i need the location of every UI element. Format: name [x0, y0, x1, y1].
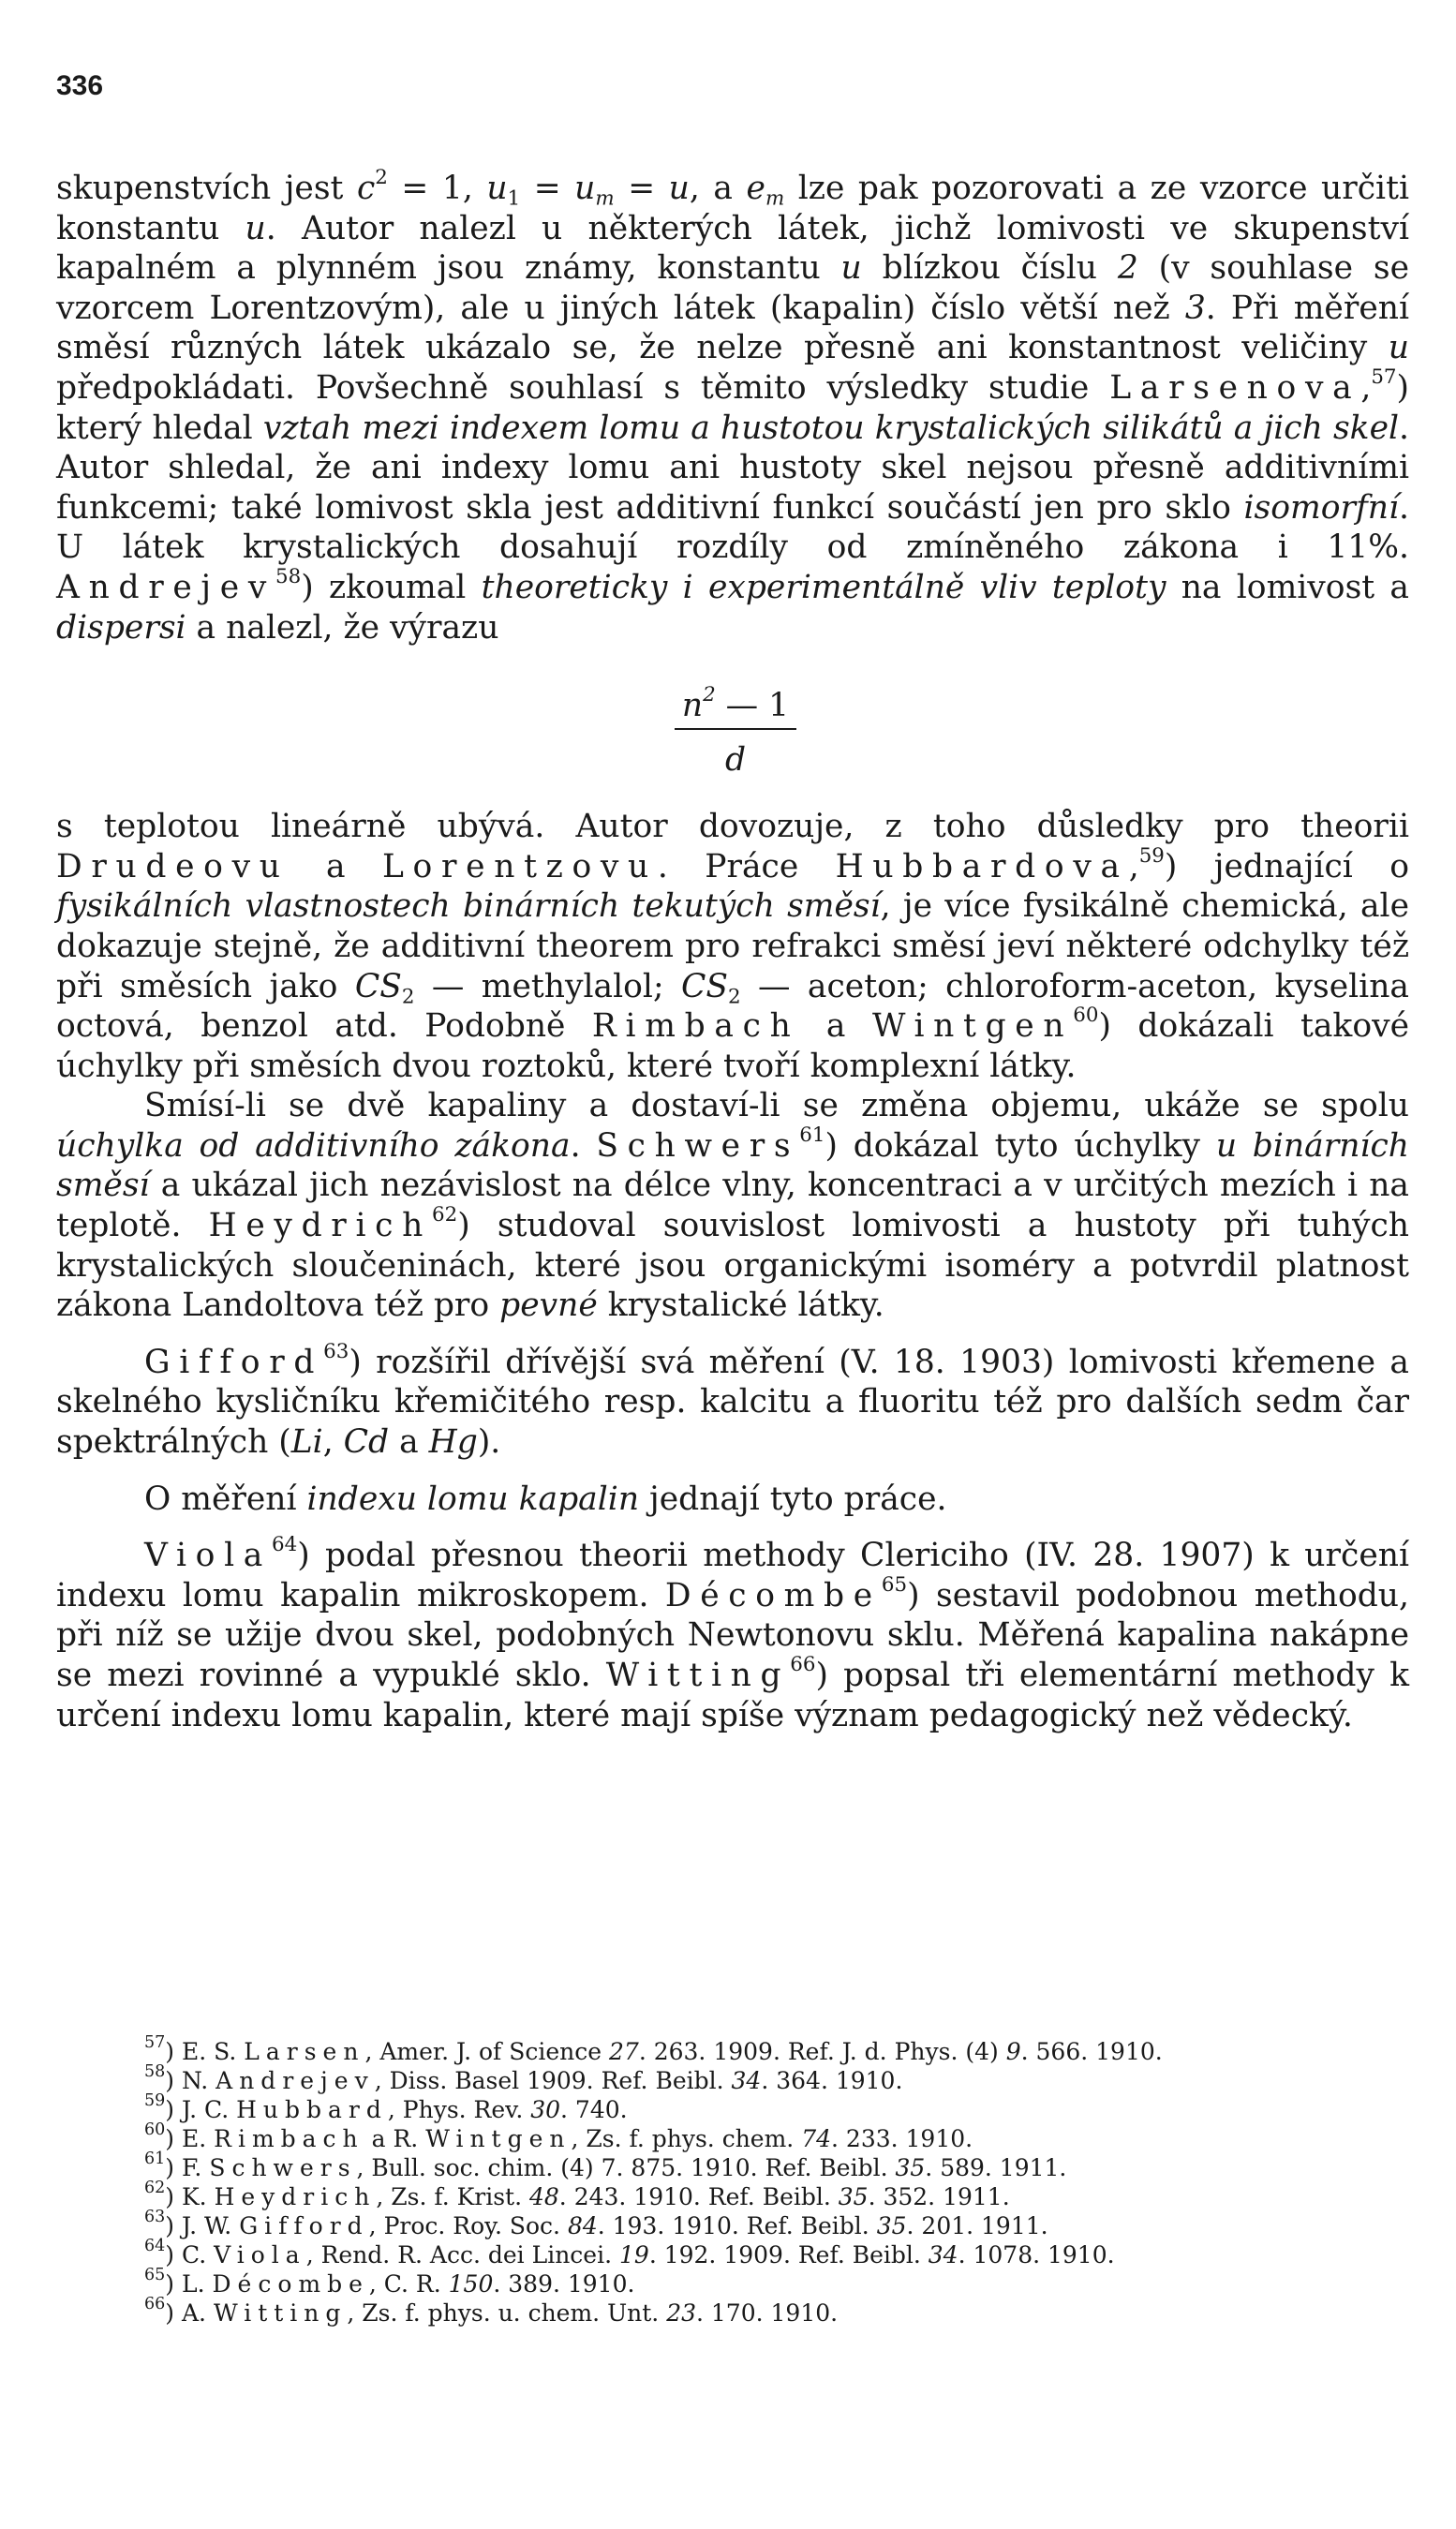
variable-u: u [574, 170, 596, 207]
footnote-ref: 66 [790, 1652, 816, 1676]
author-name: Heydrich [214, 2183, 377, 2210]
number: 2 [1117, 249, 1138, 288]
main-text [56, 165, 1410, 1735]
subscript: 2 [401, 984, 415, 1008]
paragraph [56, 1086, 1409, 1326]
variable-c: c [356, 170, 376, 207]
volume: 30 [530, 2096, 561, 2123]
emphasis: isomorfní [1243, 488, 1400, 527]
author-name: Witting [213, 2299, 348, 2327]
text: ) rozšířil dřívější svá měření (V. 18. 1903) lomivosti křemene a skelného kysličníku křemičitého resp. kalcitu a fluoritu též pro dalších sedm čar spektrálných ( [56, 1343, 1409, 1462]
text: , Bull. soc. chim. (4) 7. 875. 1910. Ref. Beibl. [356, 2154, 896, 2181]
text: . Autor nalezl u některých látek, jichž lomivosti ve skupenství kapalném a plynném jsou známy, konstantu [56, 209, 1409, 288]
author-name: Wintgen [425, 2125, 572, 2152]
subscript [765, 186, 784, 210]
volume: 9 [1005, 2038, 1021, 2065]
author-name: Schwers [596, 1126, 800, 1165]
formula-denominator: d [724, 741, 747, 780]
volume: 150 [448, 2270, 494, 2298]
footnote-ref: 59 [1138, 843, 1165, 868]
author-name: Heydrich [208, 1207, 433, 1245]
text: a R. [364, 2125, 426, 2152]
text: , Diss. Basel 1909. Ref. Beibl. [374, 2067, 732, 2094]
variable-u: u [486, 170, 508, 207]
text: ) dokázali takové úchylky při směsích dvou roztoků, které tvoří komplexní látky. [56, 1007, 1409, 1085]
text: ) J. W. [165, 2212, 240, 2239]
variable-n: n [681, 687, 704, 725]
text: a [799, 1007, 872, 1046]
paragraph [56, 165, 1409, 647]
text: ) dokázal tyto úchylky [825, 1126, 1216, 1165]
text: a ukázal jich nezávislost na délce vlny, koncentraci a v určitých mezích i na teplotě. [56, 1167, 1409, 1245]
text: ) E. S. [165, 2038, 245, 2065]
text: . 192. 1909. Ref. Beibl. [648, 2241, 929, 2269]
author-name: Andrejev [215, 2067, 375, 2094]
text: , Amer. J. of Science [364, 2038, 609, 2065]
text: . Při měření směsí různých látek ukázalo se, že nelze přesně ani konstantnost veličiny [56, 289, 1409, 367]
text: . 566. 1910. [1020, 2038, 1163, 2065]
text: lze pak pozorovati a ze vzorce určiti konstantu [56, 170, 1409, 247]
footnote-marker: 63 [144, 2207, 166, 2226]
subscript-m: m [595, 186, 615, 211]
text: ) popsal tři elementární methody k určení indexu lomu kapalin, které mají spíše význam pedagogický než vědecký. [56, 1657, 1409, 1734]
emphasis: pevné [499, 1287, 598, 1325]
text: , Zs. f. Krist. [376, 2183, 529, 2210]
text: . 364. 1910. [761, 2067, 903, 2094]
subscript [595, 186, 614, 210]
emphasis: dispersi [56, 608, 186, 647]
text: . 389. 1910. [493, 2270, 635, 2298]
paragraph [56, 807, 1409, 1086]
volume: 27 [609, 2038, 639, 2065]
text: a nalezl, že výrazu [186, 608, 499, 647]
superscript: 2 [375, 165, 388, 189]
element-symbol: Li [290, 1423, 323, 1462]
text: Smísí-li se dvě kapaliny a dostaví-li se změna objemu, ukáže se spolu [144, 1087, 1409, 1125]
author-name: Wintgen [871, 1007, 1074, 1046]
emphasis: vztah mezi indexem lomu a hustotou krystalických silikátů a jich skel [262, 409, 1400, 447]
author-name: Gifford [239, 2212, 369, 2239]
text: skupenstvích jest [56, 170, 357, 207]
text: jednají tyto práce. [639, 1480, 947, 1518]
volume: 35 [838, 2183, 869, 2210]
text: , Proc. Roy. Soc. [368, 2212, 568, 2239]
author-name: Gifford [144, 1343, 324, 1381]
variable-u: u [1388, 329, 1409, 367]
footnote-marker: 64 [144, 2236, 166, 2255]
text: O měření [144, 1480, 307, 1518]
footnote-ref: 57 [1371, 364, 1397, 389]
volume: 35 [895, 2154, 926, 2181]
text: na lomivost a [1166, 568, 1409, 606]
footnote [56, 2032, 1409, 2066]
text: — aceton; chloroform-aceton, kyselina octová, benzol atd. Podobně [56, 967, 1409, 1046]
footnote-ref: 64 [272, 1533, 298, 1557]
text: a [389, 1423, 429, 1462]
volume: 84 [567, 2212, 598, 2239]
volume: 34 [731, 2067, 762, 2094]
subscript-m: m [765, 186, 785, 211]
text: — methylalol; [414, 967, 681, 1005]
text: , Zs. f. phys. u. chem. Unt. [347, 2299, 667, 2327]
emphasis: u binárních směsí [56, 1126, 1409, 1205]
text: , [322, 1423, 344, 1462]
footnote-ref: 62 [432, 1203, 458, 1227]
volume: 35 [876, 2212, 907, 2239]
formula-numerator [675, 683, 796, 730]
variable-u: u [840, 249, 862, 288]
footnote-marker: 60 [144, 2120, 166, 2139]
text: ) L. [165, 2270, 213, 2298]
author-name: Larsenova [1109, 368, 1361, 407]
author-name: Lorentzovu [381, 847, 658, 885]
text: blízkou číslu [861, 249, 1118, 288]
text: , [1128, 847, 1139, 885]
text: . 589. 1911. [925, 2154, 1067, 2181]
author-name: Drudeovu [56, 847, 290, 885]
superscript: 2 [703, 683, 716, 707]
emphasis: úchylka od additivního zákona [56, 1126, 571, 1165]
footnotes [56, 2032, 1409, 2328]
footnote [56, 2149, 1409, 2182]
footnote-marker: 62 [144, 2178, 166, 2197]
text: = [520, 170, 575, 207]
author-name: Décombe [664, 1576, 882, 1614]
text: krystalické látky. [597, 1287, 884, 1325]
subscript: 1 [507, 186, 521, 211]
text: , [1360, 368, 1372, 407]
variable-u: u [668, 170, 690, 207]
footnote-marker: 61 [144, 2149, 166, 2168]
text: ) A. [165, 2299, 214, 2327]
text: ) J. C. [165, 2096, 237, 2123]
footnote-ref: 63 [323, 1339, 349, 1363]
text: ) K. [165, 2183, 215, 2210]
text: ) E. [165, 2125, 215, 2152]
author-name: Larsen [244, 2038, 365, 2065]
text: ) který hledal [56, 368, 1409, 447]
number: 3 [1184, 289, 1206, 327]
text: . Práce [657, 847, 836, 885]
text: ) podal přesnou theorii methody Clericiho (IV. 28. 1907) k určení indexu lomu kapalin mikroskopem. [56, 1537, 1409, 1614]
text: předpokládati. Povšechně souhlasí s těmito výsledky studie [56, 368, 1110, 407]
text: , a [689, 170, 747, 207]
variable-e: e [746, 170, 765, 207]
subscript: 2 [728, 984, 741, 1008]
author-name: Andrejev [56, 568, 276, 606]
footnote [56, 2178, 1409, 2211]
element-symbol: Cd [343, 1423, 390, 1462]
footnote-marker: 57 [144, 2032, 166, 2052]
paragraph [56, 1339, 1409, 1463]
text: (v souhlase se vzorcem Lorentzovým), ale u jiných látek (kapalin) číslo větší než [56, 249, 1409, 327]
author-name: Décombe [212, 2270, 369, 2298]
volume: 48 [528, 2183, 559, 2210]
emphasis: indexu lomu kapalin [306, 1480, 640, 1518]
text: . 201. 1911. [906, 2212, 1048, 2239]
variable-u: u [245, 209, 266, 247]
footnote-marker: 65 [144, 2265, 166, 2284]
footnote-ref: 65 [881, 1572, 908, 1597]
footnote-ref: 58 [275, 564, 302, 588]
text: . 193. 1910. Ref. Beibl. [597, 2212, 877, 2239]
author-name: Hubbard [236, 2096, 388, 2123]
footnote-marker: 66 [144, 2294, 166, 2313]
text: . 1078. 1910. [958, 2241, 1115, 2269]
text: ) studoval souvislost lomivosti a hustoty při tuhých krystalických sloučeninách, které jsou organickými isoméry a potvrdil platnost zákona Landoltova též pro [56, 1207, 1409, 1325]
author-name: Viola [144, 1537, 273, 1575]
footnote-marker: 59 [144, 2090, 166, 2110]
author-name: Rimbach [214, 2125, 364, 2152]
text: ) zkoumal [301, 568, 482, 606]
text: = [614, 170, 669, 207]
text: ) C. [165, 2241, 215, 2269]
text: . [570, 1126, 597, 1165]
text: ). [477, 1423, 501, 1462]
volume: 34 [928, 2241, 958, 2269]
text: . 740. [560, 2096, 628, 2123]
author-name: Viola [214, 2241, 306, 2269]
text: , je více fysikálně chemická, ale dokazuje stejně, že additivní theorem pro refrakci směsí jeví některé odchylky též při směsích jako [56, 887, 1410, 1005]
footnote [56, 2061, 1409, 2095]
footnote [56, 2294, 1409, 2328]
text: . U látek krystalických dosahují rozdíly od zmíněného zákona i 11%. [56, 488, 1409, 567]
volume: 23 [666, 2299, 696, 2327]
emphasis: theoreticky i experimentálně vliv teploty [481, 568, 1166, 606]
text: s teplotou lineárně ubývá. Autor dovozuje, z toho důsledky pro theorii [56, 808, 1409, 846]
author-name: Witting [605, 1657, 791, 1694]
text: ) F. [165, 2154, 210, 2181]
author-name: Schwers [209, 2154, 357, 2181]
footnote-ref: 60 [1073, 1004, 1099, 1028]
text: ) N. [165, 2067, 216, 2094]
formula [665, 683, 806, 780]
footnote [56, 2207, 1409, 2240]
text: . 233. 1910. [831, 2125, 973, 2152]
text: ) sestavil podobnou methodu, při níž se užije dvou skel, podobných Newtonovu sklu. Měřená kapalina nakápne se mezi rovinné a vypuklé sklo. [56, 1576, 1409, 1694]
formula-cs: CS [680, 967, 729, 1005]
footnote-ref: 61 [799, 1123, 825, 1147]
text: . 243. 1910. Ref. Beibl. [558, 2183, 839, 2210]
paragraph [56, 1480, 1409, 1520]
text: . 263. 1909. Ref. J. d. Phys. (4) [638, 2038, 1006, 2065]
footnote [56, 2090, 1409, 2124]
volume: 19 [619, 2241, 649, 2269]
text: . 352. 1911. [868, 2183, 1010, 2210]
author-name: Rimbach [591, 1007, 800, 1046]
text: . Autor shledal, že ani indexy lomu ani hustoty skel nejsou přesně additivními funkcemi; také lomivost skla jest additivní funkcí součástí jen pro sklo [56, 409, 1409, 527]
paragraph [56, 1533, 1409, 1735]
element-symbol: Hg [428, 1423, 478, 1462]
footnote [56, 2120, 1409, 2153]
emphasis: fysikálních vlastnostech binárních tekutých směsí [56, 887, 881, 926]
text: , C. R. [368, 2270, 449, 2298]
text: , Rend. R. Acc. dei Lincei. [305, 2241, 619, 2269]
text: = 1, [387, 170, 487, 207]
text: . 170. 1910. [696, 2299, 839, 2327]
text: , Phys. Rev. [387, 2096, 531, 2123]
text: a [289, 847, 382, 885]
footnote-marker: 58 [144, 2061, 166, 2081]
volume: 74 [801, 2125, 832, 2152]
author-name: Hubbardova [835, 847, 1129, 885]
text: — 1 [715, 687, 790, 725]
text: , Zs. f. phys. chem. [571, 2125, 802, 2152]
page-number: 336 [56, 70, 104, 101]
text: ) jednající o [1164, 847, 1409, 885]
footnote [56, 2236, 1409, 2269]
footnote [56, 2265, 1409, 2298]
formula-cs: CS [354, 967, 402, 1005]
